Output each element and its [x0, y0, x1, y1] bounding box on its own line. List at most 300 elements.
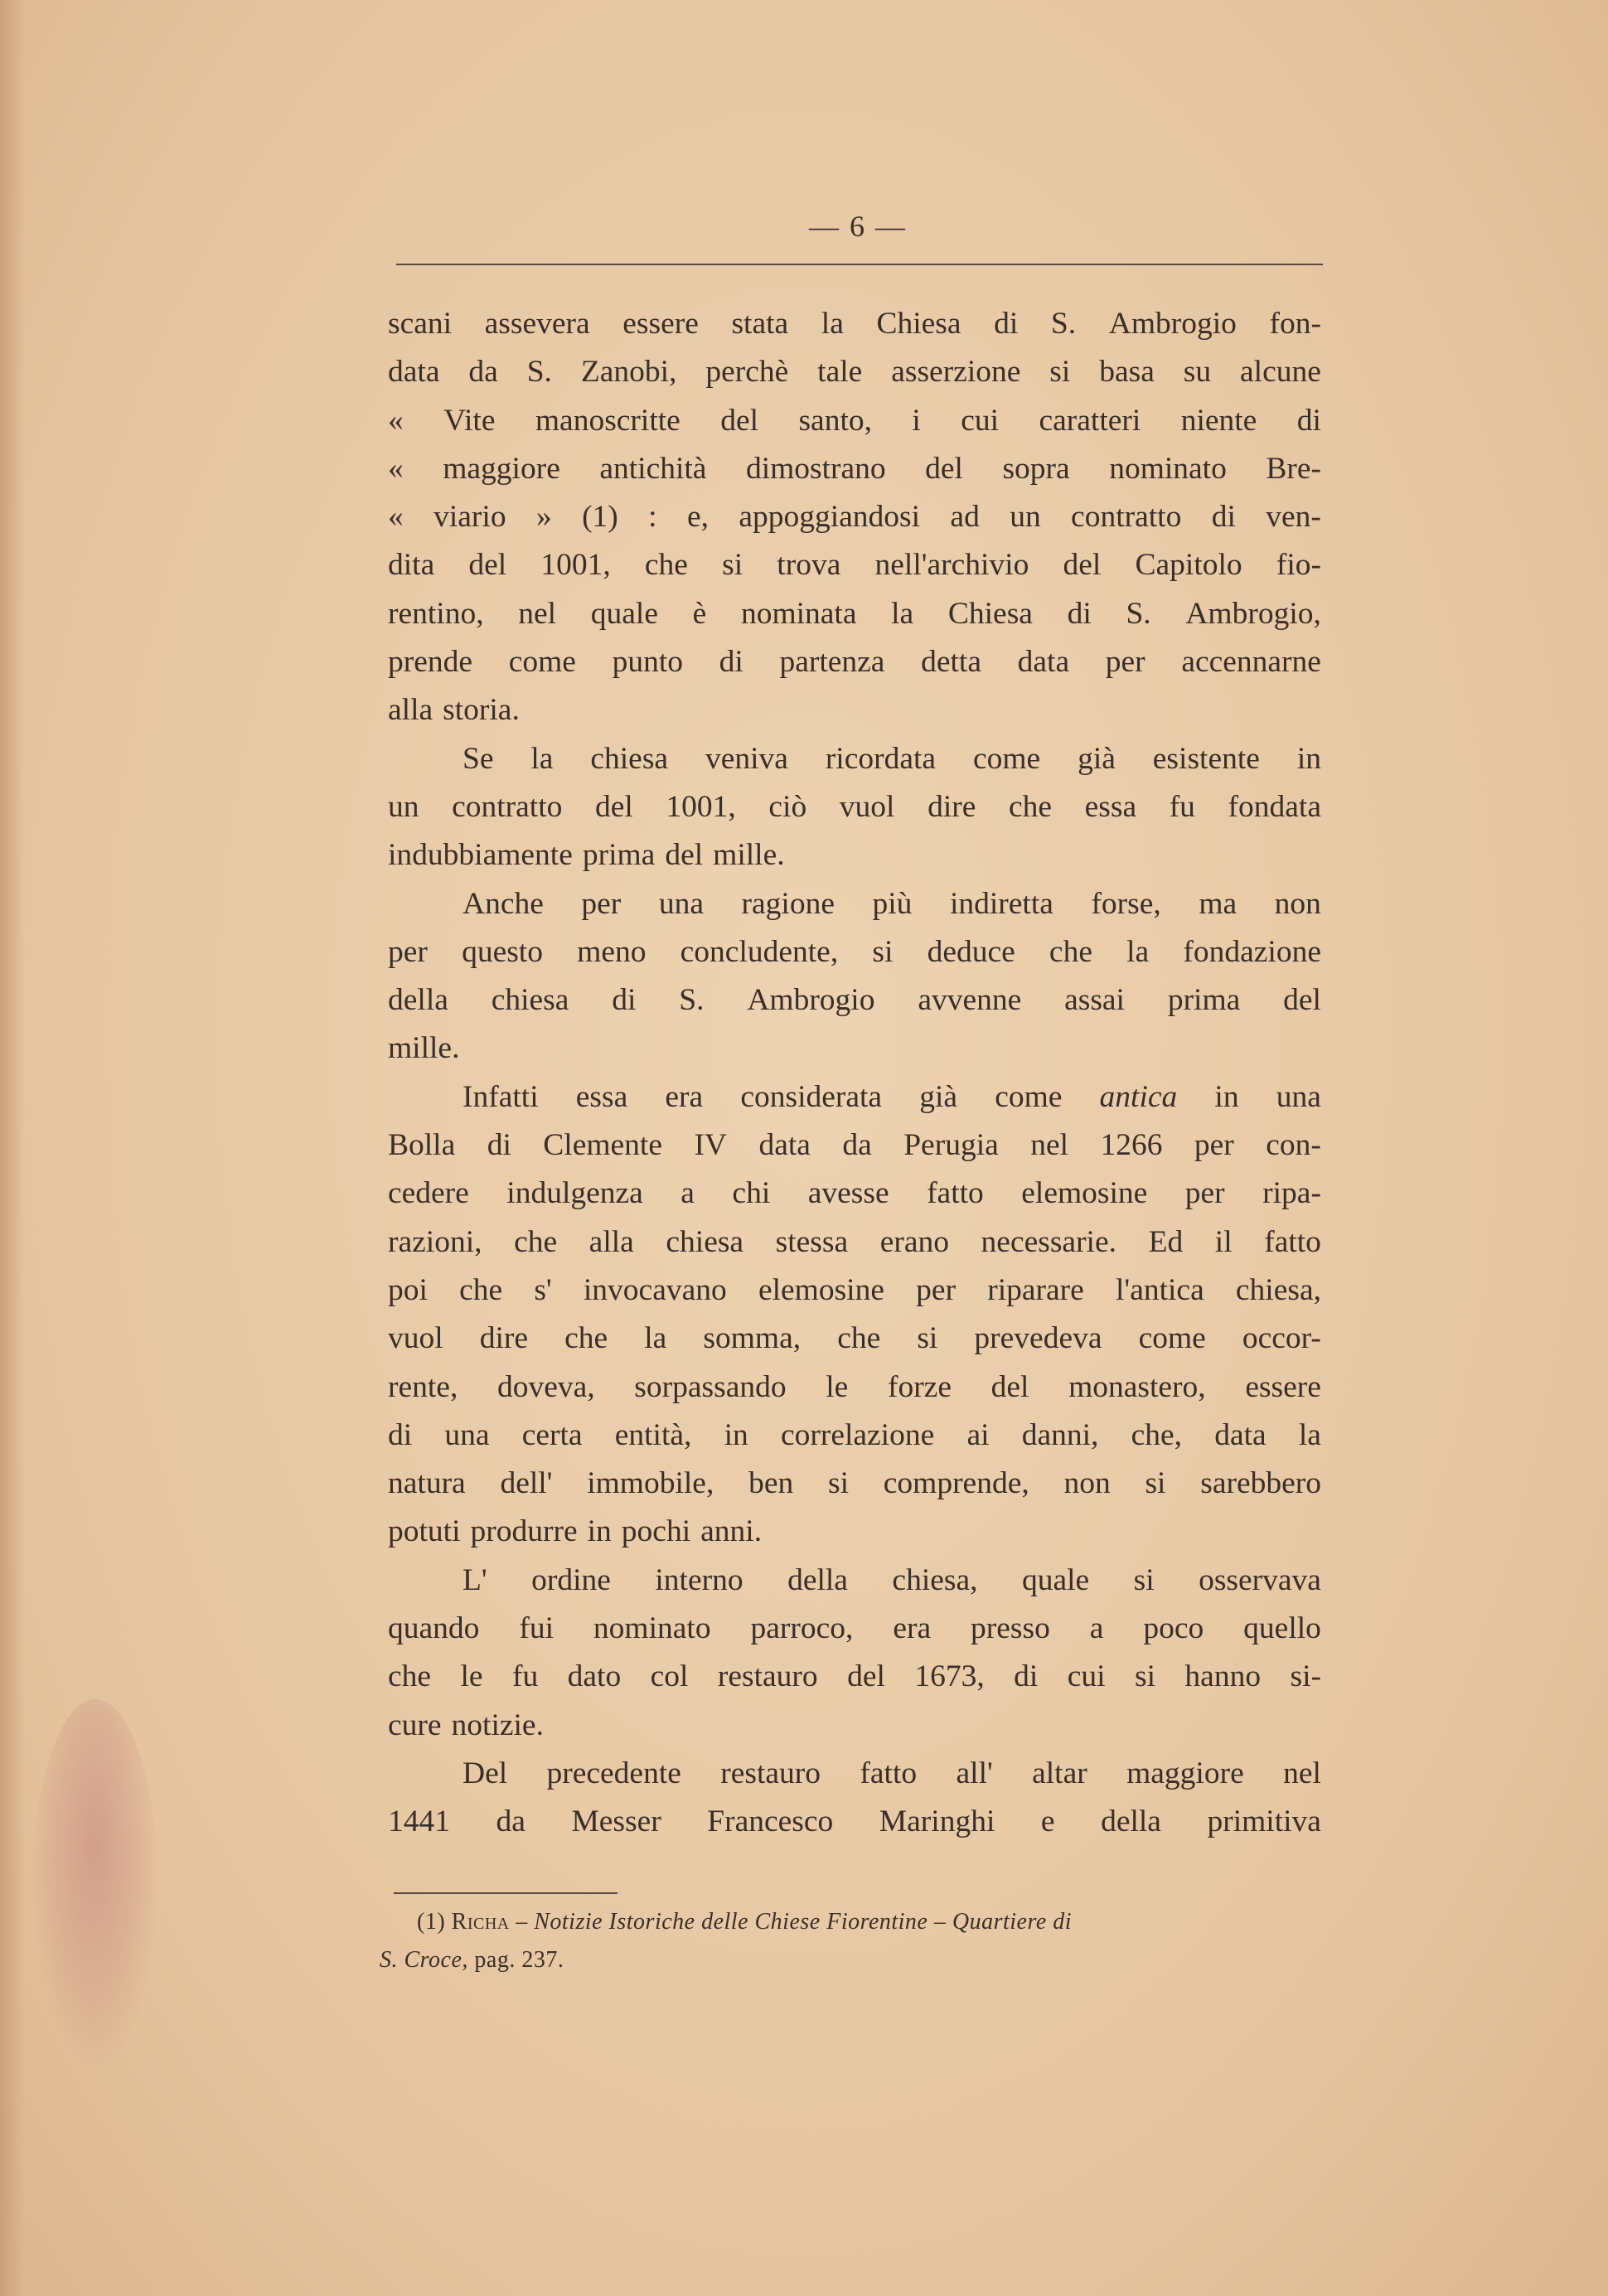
word: considerata: [740, 1079, 883, 1114]
word: nominata: [740, 596, 857, 631]
word: quando: [388, 1611, 480, 1646]
body-line: [388, 590, 1321, 638]
word: prende: [388, 645, 473, 680]
word: Se: [463, 741, 494, 776]
word: Maringhi: [879, 1804, 995, 1839]
word: fu: [511, 1659, 539, 1694]
word: che: [837, 1321, 881, 1356]
body-line: [388, 1653, 1321, 1701]
word: ricordata: [825, 741, 937, 776]
word: per: [1105, 645, 1145, 680]
word: esistente: [1152, 741, 1260, 776]
word: di: [612, 983, 637, 1018]
word: notizie.: [451, 1707, 544, 1742]
word: certa: [521, 1417, 583, 1452]
word: di: [1211, 500, 1236, 535]
word: precedente: [546, 1756, 681, 1790]
word: santo,: [798, 403, 873, 438]
word: contratto: [452, 789, 563, 824]
word: essa: [575, 1079, 628, 1114]
word: con-: [1266, 1128, 1321, 1163]
word: si: [722, 548, 743, 583]
word: per: [1184, 1176, 1225, 1211]
body-text: [388, 300, 1321, 1847]
word: «: [388, 451, 404, 486]
word: del: [1063, 548, 1102, 583]
word: di: [994, 307, 1019, 341]
word: dato: [567, 1659, 622, 1694]
body-line: [388, 1798, 1321, 1846]
body-line: [388, 1750, 1321, 1798]
body-line: [388, 976, 1321, 1024]
word: »: [535, 500, 552, 535]
word: fui: [519, 1611, 554, 1646]
word: dimostrano: [745, 451, 886, 486]
footnote-quarter: Quartiere di: [952, 1909, 1073, 1935]
word: meno: [577, 934, 647, 969]
word: primitiva: [1207, 1804, 1321, 1839]
word: che: [1049, 934, 1092, 969]
word: del: [720, 403, 759, 438]
word: deduce: [927, 934, 1015, 969]
word: entità,: [614, 1417, 692, 1452]
word: i: [912, 403, 921, 438]
footnote: [380, 1903, 1325, 1979]
word: in: [587, 1514, 612, 1549]
word: nel: [518, 596, 557, 631]
word: maggiore: [1126, 1756, 1244, 1790]
word: fatto: [1264, 1224, 1321, 1259]
word: del: [925, 451, 963, 486]
word: fu: [1169, 789, 1195, 824]
body-line: [388, 1605, 1321, 1653]
word: data: [1017, 645, 1070, 680]
word: del: [665, 838, 704, 873]
word: contratto: [1071, 500, 1182, 535]
word: invocavano: [583, 1272, 727, 1307]
word: e: [1040, 1804, 1055, 1839]
word: essere: [622, 307, 699, 341]
footnote-line-1: [380, 1903, 1325, 1941]
word: perchè: [705, 355, 789, 390]
word: su: [1183, 355, 1212, 390]
word: ripa-: [1262, 1176, 1321, 1211]
word: da: [496, 1804, 526, 1839]
word: da: [468, 355, 498, 390]
word: chiesa: [666, 1224, 744, 1259]
word: cui: [1067, 1659, 1106, 1694]
word: interno: [655, 1562, 743, 1597]
paper-edge-shadow: [0, 0, 25, 2296]
word: ma: [1199, 886, 1237, 921]
body-line: [388, 541, 1321, 589]
word: le: [460, 1659, 483, 1694]
word: la: [644, 1321, 667, 1356]
word: cedere: [388, 1176, 469, 1211]
body-line: [388, 686, 1321, 734]
word: monastero,: [1068, 1369, 1206, 1404]
word: asserzione: [891, 355, 1021, 390]
word: ben: [748, 1466, 794, 1501]
word: data: [388, 355, 440, 390]
word: fon-: [1269, 307, 1321, 341]
word: ven-: [1266, 500, 1321, 535]
body-line: [388, 1702, 1321, 1750]
word: questo: [462, 934, 543, 969]
word: Bre-: [1266, 451, 1321, 486]
word: danni,: [1021, 1417, 1099, 1452]
word: essere: [1245, 1369, 1321, 1404]
word: forse,: [1091, 886, 1161, 921]
word: Francesco: [707, 1804, 834, 1839]
footnote-author: Richa: [451, 1909, 510, 1935]
word: 1673,: [914, 1659, 985, 1694]
word: del: [847, 1659, 885, 1694]
word: 1001,: [666, 789, 736, 824]
word: riparare: [987, 1272, 1084, 1307]
word: era: [893, 1611, 932, 1646]
word: occor-: [1242, 1321, 1321, 1356]
word: che: [459, 1272, 503, 1307]
word: come: [508, 645, 576, 680]
word: come: [972, 741, 1041, 776]
footnote-page-ref: pag. 237.: [474, 1947, 564, 1973]
word: nel: [1030, 1128, 1069, 1163]
word: di: [388, 1417, 413, 1452]
word: assevera: [484, 307, 590, 341]
body-line: [388, 1121, 1321, 1170]
word: dell': [500, 1466, 553, 1501]
word: altar: [1032, 1756, 1087, 1790]
word: Chiesa: [947, 596, 1033, 631]
word: comprende,: [883, 1466, 1029, 1501]
word: storia.: [443, 693, 520, 728]
word: che: [644, 548, 688, 583]
word: per: [581, 886, 622, 921]
word: maggiore: [443, 451, 560, 486]
word: Infatti: [463, 1079, 539, 1114]
word: come: [995, 1079, 1063, 1114]
footnote-title: Notizie Istoriche delle Chiese Fiorentine: [534, 1909, 928, 1935]
footnote-dash-1: –: [516, 1909, 528, 1935]
word: si: [1049, 355, 1071, 390]
word: ciò: [768, 789, 807, 824]
word: sarebbero: [1200, 1466, 1321, 1501]
word: ai: [966, 1417, 990, 1452]
word: era: [665, 1079, 704, 1114]
word: fatto: [860, 1756, 918, 1790]
footnote-dash-2: –: [933, 1909, 947, 1935]
word: rente,: [388, 1369, 458, 1404]
body-line: [388, 1364, 1321, 1412]
word: chiesa: [590, 741, 669, 776]
body-line: [388, 1218, 1321, 1267]
word: chiesa,: [1235, 1272, 1321, 1307]
word: Messer: [571, 1804, 661, 1839]
word: in: [724, 1417, 748, 1452]
body-line: [388, 1024, 1321, 1073]
word: Anche: [463, 886, 544, 921]
word: data: [758, 1128, 811, 1163]
word: la: [891, 596, 914, 631]
word: Ed: [1148, 1224, 1184, 1259]
word: s': [534, 1272, 552, 1307]
word: pochi: [621, 1514, 691, 1549]
word: osservava: [1199, 1562, 1321, 1597]
word: poi: [388, 1272, 428, 1307]
word: alla: [388, 693, 433, 728]
word: elemosine: [1021, 1176, 1148, 1211]
word: elemosine: [758, 1272, 884, 1307]
word: niente: [1180, 403, 1257, 438]
word: del: [594, 789, 633, 824]
word: data: [1214, 1417, 1267, 1452]
word: Clemente: [543, 1128, 662, 1163]
word: più: [872, 886, 913, 921]
word: veniva: [705, 741, 788, 776]
word: per: [388, 934, 428, 969]
word: erano: [879, 1224, 949, 1259]
word: della: [787, 1562, 848, 1597]
word: da: [842, 1128, 872, 1163]
word: che,: [1131, 1417, 1183, 1452]
word: sorpassando: [634, 1369, 787, 1404]
word: che: [564, 1321, 608, 1356]
word: fondazione: [1183, 934, 1321, 969]
word: mille.: [388, 1031, 460, 1066]
word: che: [1008, 789, 1053, 824]
body-line: [388, 783, 1321, 831]
word: necessarie.: [981, 1224, 1116, 1259]
body-line: [388, 638, 1321, 686]
word: un: [388, 789, 419, 824]
word: antica: [1099, 1079, 1178, 1114]
word: fatto: [927, 1176, 984, 1211]
word: all': [956, 1756, 993, 1790]
word: 1001,: [540, 548, 611, 583]
body-line: [388, 397, 1321, 445]
word: si: [1133, 1562, 1155, 1597]
word: correlazione: [780, 1417, 935, 1452]
word: «: [388, 500, 404, 535]
word: la: [821, 307, 844, 341]
word: Zanobi,: [580, 355, 677, 390]
word: potuti: [388, 1514, 461, 1549]
word: appoggiandosi: [739, 500, 921, 535]
page-number: — 6 —: [809, 210, 907, 243]
word: una: [1276, 1079, 1321, 1114]
word: di: [487, 1128, 511, 1163]
word: che: [388, 1659, 432, 1694]
word: avvenne: [918, 983, 1022, 1018]
word: basa: [1099, 355, 1155, 390]
word: «: [388, 403, 404, 438]
word: un: [1010, 500, 1041, 535]
word: la: [530, 741, 554, 776]
body-line: [388, 1267, 1321, 1315]
word: ordine: [531, 1562, 611, 1597]
word: fio-: [1276, 548, 1321, 583]
word: nel: [1283, 1756, 1321, 1790]
word: immobile,: [587, 1466, 714, 1501]
word: Ambrogio: [1108, 307, 1237, 341]
word: cure: [388, 1707, 442, 1742]
word: quello: [1243, 1611, 1321, 1646]
word: ragione: [741, 886, 835, 921]
body-line: [388, 1170, 1321, 1218]
body-line: [388, 348, 1321, 396]
word: della: [388, 983, 448, 1018]
word: a: [1089, 1611, 1104, 1646]
footnote-quarter-cont: S. Croce,: [380, 1947, 468, 1973]
footnote-rule: [394, 1892, 618, 1894]
word: viario: [433, 500, 506, 535]
body-line: [388, 735, 1321, 783]
word: S.: [526, 355, 552, 390]
word: S.: [1126, 596, 1151, 631]
word: parroco,: [750, 1611, 854, 1646]
word: partenza: [779, 645, 885, 680]
word: del: [990, 1369, 1029, 1404]
word: prima: [582, 838, 656, 873]
word: alcune: [1240, 355, 1321, 390]
word: Ambrogio: [747, 983, 875, 1018]
word: della: [1101, 1804, 1161, 1839]
word: quale: [590, 596, 658, 631]
word: produrre: [470, 1514, 578, 1549]
word: nell'archivio: [874, 548, 1029, 583]
word: S.: [679, 983, 705, 1018]
word: restauro: [717, 1659, 818, 1694]
word: in: [1296, 741, 1321, 776]
word: razioni,: [388, 1224, 482, 1259]
word: il: [1214, 1224, 1233, 1259]
word: S.: [1050, 307, 1077, 341]
word: indulgenza: [506, 1176, 643, 1211]
body-line: [388, 445, 1321, 493]
word: la: [1126, 934, 1150, 969]
word: già: [1078, 741, 1116, 776]
word: antichità: [599, 451, 707, 486]
body-line: [388, 300, 1321, 348]
paper-stain: [33, 1699, 157, 2064]
body-line: [388, 1460, 1321, 1508]
word: indubbiamente: [388, 838, 573, 873]
word: trova: [777, 548, 841, 583]
word: hanno: [1184, 1659, 1262, 1694]
word: la: [1298, 1417, 1321, 1452]
word: detta: [921, 645, 981, 680]
body-line: [388, 1073, 1321, 1121]
word: fondata: [1228, 789, 1321, 824]
body-line: [388, 1557, 1321, 1605]
word: per: [1194, 1128, 1234, 1163]
word: stessa: [775, 1224, 849, 1259]
word: col: [650, 1659, 689, 1694]
word: del: [468, 548, 507, 583]
word: IV: [694, 1128, 728, 1163]
word: Bolla: [388, 1128, 456, 1163]
word: l'antica: [1116, 1272, 1204, 1307]
word: dita: [388, 548, 435, 583]
footnote-marker: (1): [417, 1909, 446, 1935]
word: di: [1067, 596, 1092, 631]
word: prevedeva: [974, 1321, 1102, 1356]
word: (1): [582, 500, 618, 535]
word: cui: [961, 403, 1000, 438]
word: vuol: [388, 1321, 443, 1356]
word: si-: [1290, 1659, 1321, 1694]
body-line: [388, 493, 1321, 541]
word: si: [872, 934, 894, 969]
word: presso: [971, 1611, 1050, 1646]
word: alla: [588, 1224, 634, 1259]
word: rentino,: [388, 596, 484, 631]
word: non: [1063, 1466, 1111, 1501]
word: del: [1283, 983, 1321, 1018]
word: chiesa,: [892, 1562, 978, 1597]
word: caratteri: [1039, 403, 1141, 438]
word: scani: [388, 307, 453, 341]
word: accennarne: [1181, 645, 1321, 680]
word: indiretta: [949, 886, 1053, 921]
body-line: [388, 1315, 1321, 1363]
word: L': [463, 1562, 487, 1597]
word: in: [1214, 1079, 1239, 1114]
word: e,: [686, 500, 709, 535]
word: per: [916, 1272, 957, 1307]
word: 1441: [388, 1804, 450, 1839]
word: manoscritte: [535, 403, 680, 438]
word: forze: [887, 1369, 952, 1404]
body-line: [388, 880, 1321, 928]
word: di: [1014, 1659, 1039, 1694]
word: nominato: [1109, 451, 1227, 486]
word: di: [719, 645, 743, 680]
word: 1266: [1100, 1128, 1163, 1163]
word: natura: [388, 1466, 466, 1501]
word: essa: [1084, 789, 1137, 824]
word: dire: [479, 1321, 529, 1356]
word: stata: [731, 307, 789, 341]
word: anni.: [700, 1514, 763, 1549]
body-line: [388, 1508, 1321, 1556]
body-line: [388, 831, 1321, 879]
word: Ambrogio,: [1185, 596, 1321, 631]
word: mille.: [713, 838, 785, 873]
word: prima: [1167, 983, 1241, 1018]
word: assai: [1064, 983, 1125, 1018]
word: avesse: [807, 1176, 889, 1211]
word: poco: [1143, 1611, 1204, 1646]
word: come: [1138, 1321, 1206, 1356]
word: Del: [463, 1756, 508, 1790]
word: si: [827, 1466, 849, 1501]
word: :: [648, 500, 657, 535]
word: di: [1296, 403, 1321, 438]
word: Chiesa: [876, 307, 961, 341]
word: una: [444, 1417, 490, 1452]
word: una: [658, 886, 704, 921]
word: Vite: [443, 403, 496, 438]
word: è: [692, 596, 707, 631]
word: tale: [817, 355, 863, 390]
word: a: [680, 1176, 695, 1211]
word: concludente,: [680, 934, 839, 969]
word: restauro: [720, 1756, 821, 1790]
word: già: [919, 1079, 958, 1114]
word: si: [917, 1321, 938, 1356]
